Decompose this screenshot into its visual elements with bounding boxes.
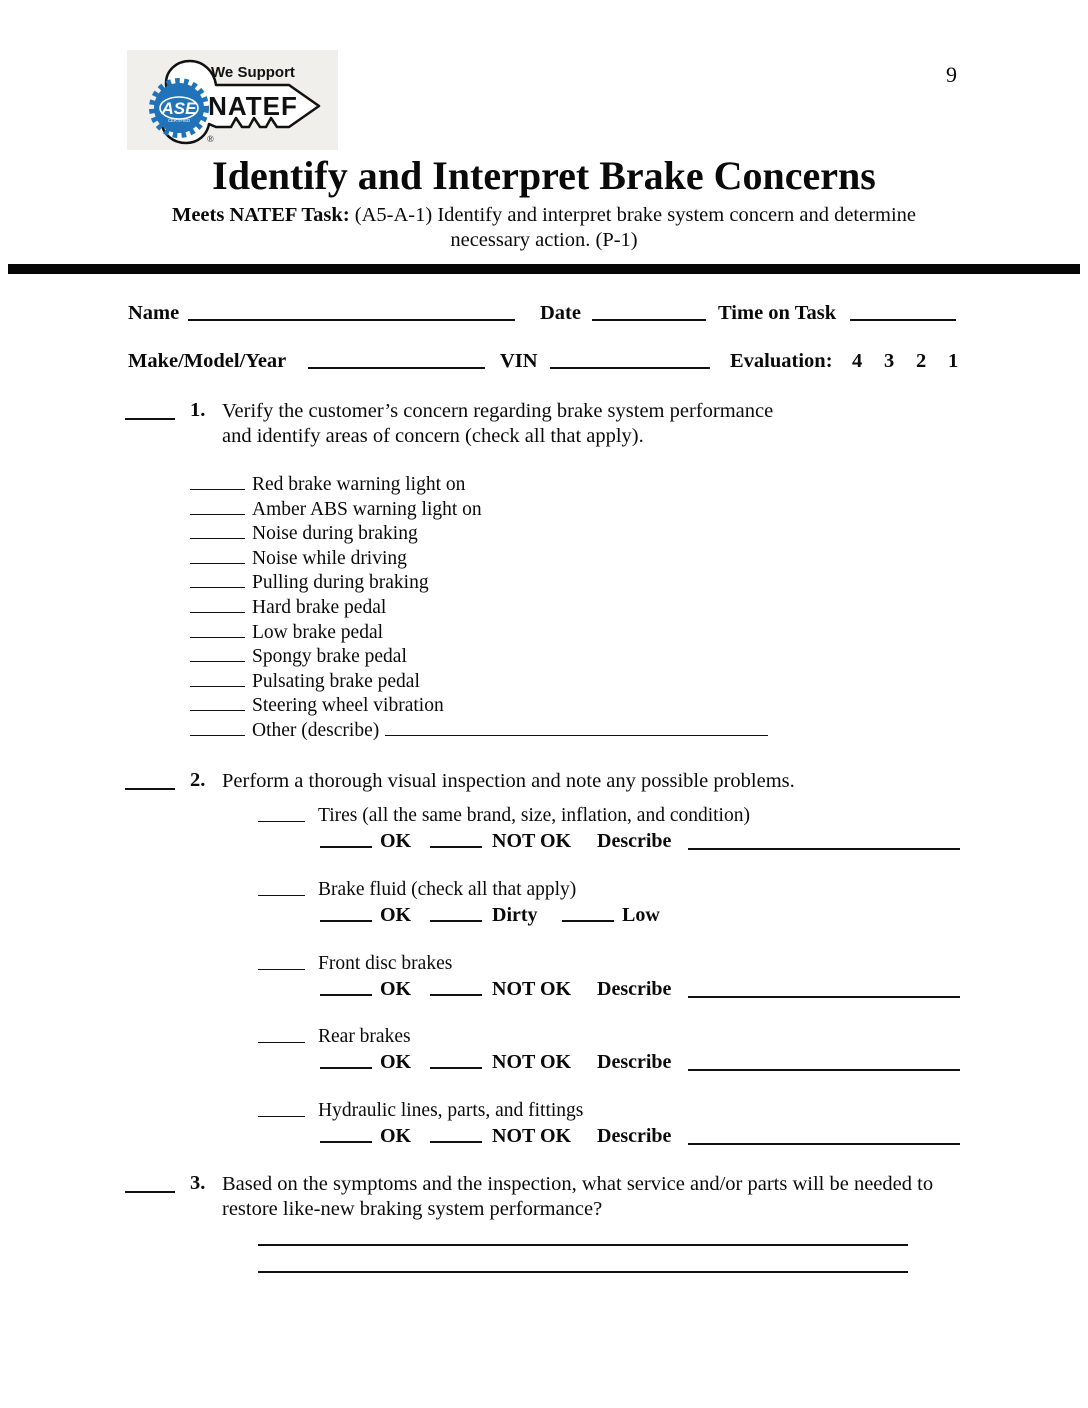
svg-text:®: ® [206, 134, 214, 144]
concern-label: Pulling during braking [252, 572, 429, 594]
q3-grade-line[interactable] [125, 1191, 175, 1193]
evaluation-score-2[interactable]: 2 [916, 350, 927, 372]
concern-item [190, 670, 1010, 695]
task-text-line1: (A5-A-1) Identify and interpret brake system concern and determine [354, 204, 917, 226]
dirty-checkbox-line[interactable] [430, 906, 482, 922]
task-statement [0, 203, 1088, 252]
low-label: Low [622, 903, 660, 926]
section-label: Front disc brakes [318, 952, 453, 974]
q2-grade-line[interactable] [125, 788, 175, 790]
dirty-label: Dirty [492, 903, 538, 926]
describe-field-line[interactable] [688, 1054, 960, 1071]
concern-checkbox-line[interactable] [190, 721, 245, 736]
evaluation-label: Evaluation: [730, 350, 833, 372]
concern-label: Pulsating brake pedal [252, 670, 420, 692]
time-on-task-label: Time on Task [718, 302, 837, 324]
section-checkbox-line[interactable] [258, 954, 305, 970]
concern-checkbox-line[interactable] [190, 672, 245, 687]
answer-line-2[interactable] [258, 1271, 908, 1273]
concern-label: Other (describe) [252, 719, 380, 741]
concern-item [190, 547, 1010, 572]
task-label: Meets NATEF Task: [171, 204, 350, 226]
not-ok-label: NOT OK [492, 977, 572, 1000]
not-ok-checkbox-line[interactable] [430, 1053, 482, 1069]
concern-item [190, 571, 1010, 596]
describe-field-line[interactable] [688, 1128, 960, 1145]
q2-text: Perform a thorough visual inspection and note any possible problems. [222, 770, 795, 792]
date-field-line[interactable] [592, 304, 706, 321]
inspection-section [258, 1100, 1018, 1150]
concern-label: Steering wheel vibration [252, 695, 444, 717]
section-checkbox-line[interactable] [258, 806, 305, 822]
concern-checkbox-line[interactable] [190, 696, 245, 711]
low-checkbox-line[interactable] [562, 906, 614, 922]
concern-item [190, 498, 1010, 523]
ok-checkbox-line[interactable] [320, 980, 372, 996]
concern-checkbox-line[interactable] [190, 549, 245, 564]
concern-checkbox-line[interactable] [190, 500, 245, 515]
section-checkbox-line[interactable] [258, 880, 305, 896]
evaluation-score-3[interactable]: 3 [884, 350, 895, 372]
inspection-section [258, 879, 1018, 929]
inspection-section [258, 1026, 1018, 1076]
q1-number: 1. [190, 399, 206, 421]
identity-row [0, 302, 1088, 328]
ok-label: OK [380, 903, 412, 926]
other-describe-line[interactable] [385, 721, 768, 736]
svg-text:NATEF: NATEF [207, 91, 298, 121]
q3-text-line2: restore like-new braking system performance? [222, 1198, 603, 1220]
q3-text [222, 1172, 1002, 1222]
q3-number: 3. [190, 1172, 206, 1194]
answer-line-1[interactable] [258, 1244, 908, 1246]
ok-checkbox-line[interactable] [320, 906, 372, 922]
concern-label: Noise during braking [252, 523, 418, 545]
section-label: Tires (all the same brand, size, inflation, and condition) [318, 805, 750, 826]
not-ok-label: NOT OK [492, 830, 572, 852]
key-logo-icon [133, 52, 333, 148]
concern-label: Noise while driving [252, 547, 407, 569]
evaluation-score-4[interactable]: 4 [852, 350, 863, 372]
date-label: Date [540, 302, 581, 324]
section-label: Brake fluid (check all that apply) [318, 878, 577, 900]
describe-field-line[interactable] [688, 833, 960, 850]
describe-field-line[interactable] [688, 981, 960, 998]
section-checkbox-line[interactable] [258, 1027, 305, 1043]
concern-item [190, 694, 1010, 719]
svg-text:CERTIFIED: CERTIFIED [167, 118, 190, 123]
concern-label: Hard brake pedal [252, 596, 387, 618]
q1-text [222, 399, 1002, 449]
describe-label: Describe [597, 830, 672, 852]
concern-item [190, 522, 1010, 547]
describe-label: Describe [597, 1125, 672, 1148]
describe-label: Describe [597, 977, 672, 1000]
vehicle-row [0, 350, 1088, 376]
q1-grade-line[interactable] [125, 418, 175, 420]
svg-text:We Support: We Support [210, 64, 295, 81]
not-ok-label: NOT OK [492, 1125, 572, 1148]
section-divider-bar [8, 264, 1080, 274]
concern-checkbox-line[interactable] [190, 475, 245, 490]
concern-label: Red brake warning light on [252, 474, 466, 495]
concern-item-other [190, 719, 1010, 744]
concern-checkbox-line[interactable] [190, 598, 245, 613]
evaluation-score-1[interactable]: 1 [948, 350, 959, 372]
svg-text:ASE: ASE [161, 99, 196, 118]
natef-ase-logo [127, 50, 338, 150]
q3-text-line1: Based on the symptoms and the inspection, what service and/or parts will be needed to [222, 1173, 934, 1195]
ok-checkbox-line[interactable] [320, 1127, 372, 1143]
section-checkbox-line[interactable] [258, 1101, 305, 1117]
make-model-year-label: Make/Model/Year [128, 350, 287, 372]
ok-label: OK [380, 1051, 412, 1074]
concern-checklist [190, 473, 1010, 744]
ok-label: OK [380, 1125, 412, 1148]
time-on-task-field-line[interactable] [850, 304, 956, 321]
concern-checkbox-line[interactable] [190, 647, 245, 662]
not-ok-checkbox-line[interactable] [430, 1127, 482, 1143]
vin-field-line[interactable] [550, 352, 710, 369]
section-label: Rear brakes [318, 1026, 411, 1048]
concern-checkbox-line[interactable] [190, 573, 245, 588]
page-number: 9 [946, 62, 957, 87]
ok-label: OK [380, 830, 412, 852]
q2-number: 2. [190, 769, 206, 791]
concern-checkbox-line[interactable] [190, 623, 245, 638]
concern-label: Spongy brake pedal [252, 646, 407, 668]
ok-label: OK [380, 977, 412, 1000]
ok-checkbox-line[interactable] [320, 1053, 372, 1069]
concern-label: Amber ABS warning light on [252, 498, 482, 520]
not-ok-checkbox-line[interactable] [430, 980, 482, 996]
inspection-sections [258, 805, 1018, 1174]
section-label: Hydraulic lines, parts, and fittings [318, 1100, 584, 1122]
concern-item [190, 473, 1010, 498]
concern-item [190, 621, 1010, 646]
not-ok-label: NOT OK [492, 1051, 572, 1074]
make-model-year-field-line[interactable] [308, 352, 485, 369]
not-ok-checkbox-line[interactable] [430, 832, 482, 848]
inspection-section [258, 953, 1018, 1003]
concern-item [190, 645, 1010, 670]
task-text-line2: necessary action. (P-1) [450, 228, 638, 251]
q1-text-line2: and identify areas of concern (check all that apply). [222, 425, 644, 447]
concern-checkbox-line[interactable] [190, 524, 245, 539]
inspection-section [258, 805, 1018, 855]
concern-item [190, 596, 1010, 621]
vin-label: VIN [500, 350, 538, 372]
name-field-line[interactable] [188, 304, 515, 321]
concern-label: Low brake pedal [252, 621, 384, 643]
ok-checkbox-line[interactable] [320, 832, 372, 848]
describe-label: Describe [597, 1051, 672, 1074]
name-label: Name [128, 302, 180, 324]
q1-text-line1: Verify the customer’s concern regarding brake system performance [222, 400, 774, 422]
page-title: Identify and Interpret Brake Concerns [212, 153, 876, 198]
